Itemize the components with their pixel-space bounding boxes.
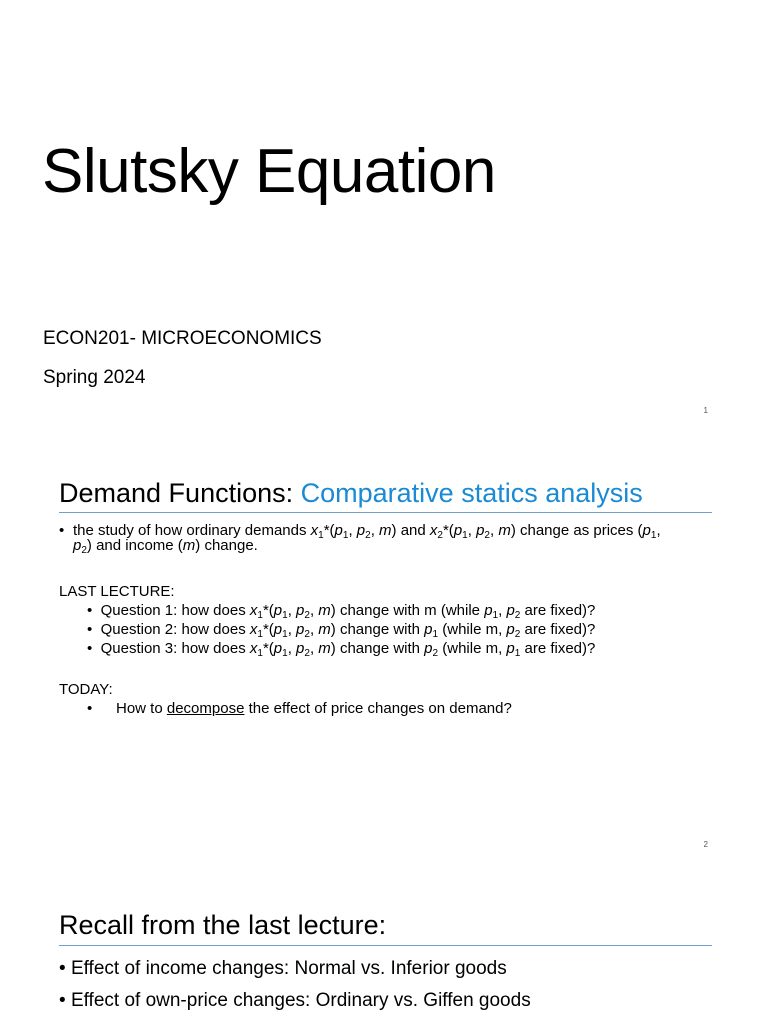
recall-bullet-text: Effect of own-price changes: Ordinary vs. Giffen goods	[70, 990, 531, 1011]
bullet-marker: •	[59, 958, 66, 979]
bullet-marker: •	[87, 602, 93, 619]
bullet-marker: •	[87, 640, 93, 657]
recall-bullet-1	[59, 958, 507, 980]
today-label: TODAY:	[59, 681, 113, 698]
question-2: • Question 2: how does $x_1*(p_1$, $p_2$, m) change with $p_1$ (while m, $p_2$ are fixed)?	[87, 621, 596, 640]
heading-rule	[59, 945, 712, 946]
today-item	[87, 700, 512, 717]
bullet-marker: •	[59, 522, 65, 539]
slide-3	[0, 865, 768, 1024]
question-1: • Question 1: how does $x_1*(p_1$, $p_2$, m) change with m (while $p_1$, $p_2$ are fixed)?	[87, 602, 596, 621]
recall-bullet-2	[59, 990, 531, 1012]
last-lecture-label: LAST LECTURE:	[59, 583, 175, 600]
slide-title: Slutsky Equation	[42, 137, 496, 206]
term: Spring 2024	[43, 367, 146, 388]
page-number: 2	[703, 840, 708, 849]
heading-accent: Comparative statics analysis	[300, 478, 643, 508]
recall-bullet-text: Effect of income changes: Normal vs. Inferior goods	[70, 958, 507, 979]
bullet-marker: •	[87, 621, 93, 638]
slide-heading	[59, 476, 643, 510]
today-item-underlined: decompose	[166, 700, 245, 717]
slide-2	[0, 435, 768, 860]
slide-heading: Recall from the last lecture:	[59, 910, 387, 940]
bullet-marker: •	[87, 700, 93, 717]
course-name: ECON201- MICROECONOMICS	[43, 328, 322, 349]
question-3: • Question 3: how does $x_1*(p_1$, $p_2$, m) change with $p_2$ (while m, $p_1$ are fixed)?	[87, 640, 596, 659]
today-item-suffix: the effect of price changes on demand?	[244, 700, 512, 717]
page-number: 1	[703, 406, 708, 415]
intro-bullet-text-cont: $p_2$) and income (m) change.	[73, 537, 258, 556]
today-item-prefix: How to	[116, 700, 167, 717]
heading-plain: Demand Functions:	[59, 478, 301, 508]
heading-rule	[59, 512, 712, 513]
intro-bullet-text: the study of how ordinary demands $x_1*(p_1$, $p_2$, m) and $x_2*(p_1$, $p_2$, m) change as prices ($p_1$,	[73, 522, 661, 541]
bullet-marker: •	[59, 990, 66, 1011]
slide-1	[0, 0, 768, 430]
